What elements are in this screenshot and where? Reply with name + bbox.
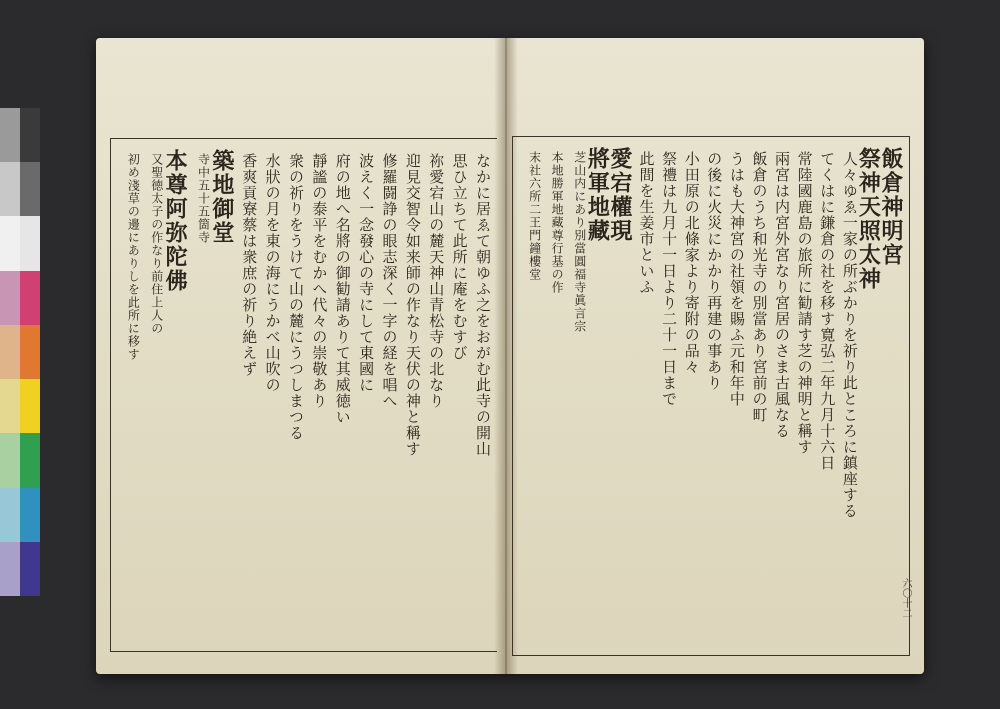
right-text-column: 飯倉のうち和光寺の別當あり宮前の町 xyxy=(750,151,769,423)
page-folio: 六〇十二 xyxy=(900,578,911,618)
left-text-column: 香爽貢寮蔡は衆庶の祈り絶えず xyxy=(240,153,259,377)
left-text-column: 靜謐の泰平をむかへ代々の崇敬あり xyxy=(310,153,329,409)
right-text-column: 祭神天照太神 xyxy=(855,147,882,291)
left-text-column: なかに居ゑて朝ゆふ之をおがむ此寺の開山 xyxy=(474,153,492,457)
color-swatch xyxy=(0,271,20,325)
left-page xyxy=(96,38,506,674)
left-text-column: 祢愛宕山の麓天神山青松寺の北なり xyxy=(427,153,446,409)
left-text-column: 迎見交智令如来師の作なり天伏の神と稱す xyxy=(403,153,422,457)
open-book xyxy=(96,38,924,674)
right-text-column: 此間を生姜市といふ xyxy=(637,151,656,295)
right-page-frame xyxy=(512,136,910,656)
right-text-column: 愛宕權現 xyxy=(606,147,633,243)
color-swatch-row xyxy=(0,379,40,433)
left-text-column: 水狀の月を東の海にうかべ山吹の xyxy=(263,153,282,393)
left-text-column: 築地御堂 xyxy=(208,149,235,245)
color-swatch xyxy=(20,488,40,542)
color-swatch-row xyxy=(0,488,40,542)
right-text-column: 人々ゆゑ一家の所ぶかりを祈り此ところに鎮座する xyxy=(840,151,859,519)
left-text-column: 本尊阿弥陀佛 xyxy=(162,149,189,293)
color-swatch-row xyxy=(0,108,40,162)
color-swatch xyxy=(20,271,40,325)
color-swatch xyxy=(0,379,20,433)
color-swatch xyxy=(20,162,40,216)
color-swatch xyxy=(20,379,40,433)
color-swatch xyxy=(0,216,20,270)
color-calibration-strip xyxy=(0,108,40,596)
left-text-column: 衆の祈りをうけて山の麓にうつしまつる xyxy=(287,153,305,441)
right-text-column: 飯倉神明宮 xyxy=(877,147,904,267)
right-text-column: うはも大神宮の社領を賜ふ元和年中 xyxy=(727,151,746,407)
left-text-column: 波えく一念發心の寺にして東國に xyxy=(357,153,376,393)
color-swatch-row xyxy=(0,271,40,325)
left-text-column: 初め淺草の邊にありしを此所に移す xyxy=(126,153,141,361)
right-text-column: 末社六所二王門鐘樓堂 xyxy=(527,151,542,281)
color-swatch-row xyxy=(0,433,40,487)
right-text-column: 常陸國鹿島の旅所に勧請す芝の神明と稱す xyxy=(795,151,814,455)
right-text-column: 將軍地藏 xyxy=(584,147,611,243)
right-text-column: 小田原の北條家より寄附の品々 xyxy=(682,151,701,375)
color-swatch xyxy=(20,216,40,270)
left-text-column: 修羅闘諍の眼志深く一字の経を唱へ xyxy=(380,153,399,409)
color-swatch xyxy=(0,108,20,162)
right-text-column: 兩宮は内宮外宮なり宮居のさま古風なる xyxy=(773,151,792,439)
right-text-column: 芝山内にあり別當圓福寺眞言宗 xyxy=(572,151,587,333)
color-swatch xyxy=(0,162,20,216)
color-swatch xyxy=(0,433,20,487)
left-text-column: 寺中五十五箇寺 xyxy=(196,153,211,244)
left-text-column: 思ひ立ちて此所に庵をむすび xyxy=(450,153,469,361)
color-swatch xyxy=(20,108,40,162)
color-swatch xyxy=(20,542,40,596)
color-swatch xyxy=(0,542,20,596)
color-swatch-row xyxy=(0,216,40,270)
color-swatch xyxy=(20,325,40,379)
book-gutter xyxy=(494,38,518,674)
right-text-column: の後に火災にかかり再建の事あり xyxy=(705,151,724,391)
right-text-column: 本地勝軍地藏尊行基の作 xyxy=(550,151,565,294)
left-text-column: 府の地へ名將の御勧請ありて其威徳い xyxy=(333,153,352,425)
color-swatch-row xyxy=(0,542,40,596)
color-swatch xyxy=(0,325,20,379)
right-text-column: てくはに鎌倉の社を移す寛弘二年九月十六日 xyxy=(818,151,837,471)
color-swatch xyxy=(0,488,20,542)
right-text-column: 祭禮は九月十一日より二十一日まで xyxy=(660,151,679,407)
left-text-column: 又聖徳太子の作なり前住上人の xyxy=(149,153,164,335)
color-swatch xyxy=(20,433,40,487)
right-page xyxy=(506,38,924,674)
color-swatch-row xyxy=(0,162,40,216)
left-page-frame xyxy=(110,138,497,652)
color-swatch-row xyxy=(0,325,40,379)
